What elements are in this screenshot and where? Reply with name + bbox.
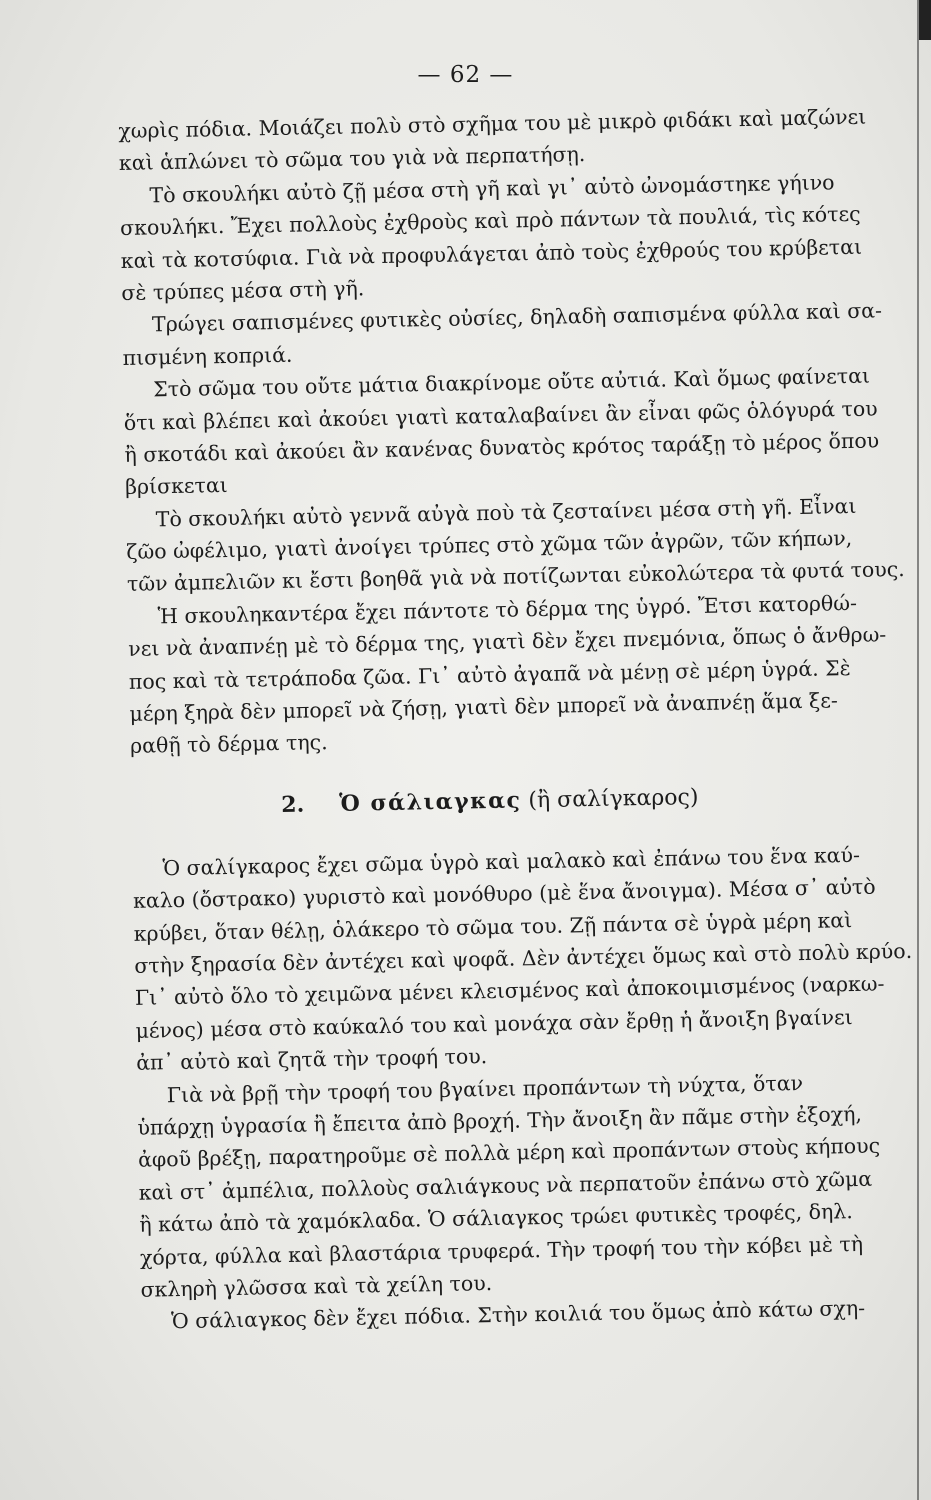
section-heading bbox=[130, 747, 931, 852]
text-line: χόρτα, φύλλα καὶ βλαστάρια τρυφερά. Τὴν τροφή του τὴν κόβει μὲ τὴ bbox=[139, 1231, 864, 1270]
text-line: πος καὶ τὰ τετράποδα ζῶα. Γι᾽ αὐτὸ ἀγαπᾶ νὰ μένῃ σὲ μέρη ὑγρά. Σὲ bbox=[128, 655, 851, 694]
text-line: μένος) μέσα στὸ καύκαλό του καὶ μονάχα σὰν ἔρθῃ ἡ ἄνοιξη βγαίνει bbox=[135, 1004, 853, 1043]
text-line: Γι᾽ αὐτὸ ὅλο τὸ χειμῶνα μένει κλεισμένος καὶ ἀποκοιμισμένος (ναρκω- bbox=[134, 971, 885, 1011]
section-number: 2. bbox=[281, 791, 305, 818]
text-line: ἀπ᾽ αὐτὸ καὶ ζητᾶ τὴν τροφή του. bbox=[135, 1044, 488, 1075]
text-line: κρύβει, ὅταν θέλῃ, ὁλάκερο τὸ σῶμα του. Ζῇ πάντα σὲ ὑγρὰ μέρη καὶ bbox=[133, 907, 853, 946]
text-line: ὑπάρχῃ ὑγρασία ἢ ἔπειτα ἀπὸ βροχή. Τὴν ἄνοιξη ἂν πᾶμε στὴν ἐξοχή, bbox=[137, 1101, 863, 1140]
text-line: στὴν ξηρασία δὲν ἀντέχει καὶ ψοφᾶ. Δὲν ἀντέχει ὅμως καὶ στὸ πολὺ κρύο. bbox=[134, 938, 913, 978]
text-line: καὶ στ᾽ ἀμπέλια, πολλοὺς σαλιάγκους νὰ περπατοῦν ἐπάνω στὸ χῶμα bbox=[138, 1166, 873, 1205]
text-line: μέρη ξηρὰ δὲν μπορεῖ νὰ ζήσῃ, γιατὶ δὲν μπορεῖ νὰ ἀναπνέῃ ἅμα ξε- bbox=[129, 688, 839, 726]
text-line: σὲ τρύπες μέσα στὴ γῆ. bbox=[121, 276, 365, 305]
text-line: Ὁ σαλίγκαρος ἔχει σῶμα ὑγρὸ καὶ μαλακὸ καὶ ἐπάνω του ἕνα καύ- bbox=[162, 842, 861, 881]
text-line: Τὸ σκουλήκι αὐτὸ ζῇ μέσα στὴ γῆ καὶ γι᾽ αὐτὸ ὠνομάστηκε γήινο bbox=[149, 170, 835, 208]
text-line: νει νὰ ἀναπνέῃ μὲ τὸ δέρμα της, γιατὶ δὲν ἔχει πνεμόνια, ὅπως ὁ ἄνθρω- bbox=[128, 622, 887, 662]
text-line: ζῶο ὠφέλιμο, γιατὶ ἀνοίγει τρύπες στὸ χῶμα τῶν ἀγρῶν, τῶν κήπων, bbox=[126, 526, 853, 564]
text-line: ὅτι καὶ βλέπει καὶ ἀκούει γιατὶ καταλαβαίνει ἂν εἶναι φῶς ὁλόγυρά του bbox=[123, 395, 878, 435]
text-line: καλο (ὄστρακο) γυριστὸ καὶ μονόθυρο (μὲ ἕνα ἄνοιγμα). Μέσα σ᾽ αὐτὸ bbox=[132, 874, 876, 914]
body-text bbox=[118, 100, 931, 1339]
page-number: — 62 — bbox=[417, 62, 514, 88]
text-line: καὶ τὰ κοτσύφια. Γιὰ νὰ προφυλάγεται ἀπὸ τοὺς ἐχθρούς του κρύβεται bbox=[120, 234, 863, 273]
text-line: Στὸ σῶμα του οὔτε μάτια διακρίνομε οὔτε αὐτιά. Καὶ ὅμως φαίνεται bbox=[153, 363, 871, 402]
text-line: Τρώγει σαπισμένες φυτικὲς οὐσίες, δηλαδὴ σαπισμένα φύλλα καὶ σα- bbox=[151, 298, 883, 337]
text-line: σκληρὴ γλῶσσα καὶ τὰ χείλη του. bbox=[140, 1270, 493, 1302]
section-title: Ὁ σάλιαγκας bbox=[338, 787, 522, 817]
text-line: ἢ σκοτάδι καὶ ἀκούει ἂν κανένας δυνατὸς κρότος ταράξῃ τὸ μέρος ὅπου bbox=[124, 428, 880, 467]
text-line: ἀφοῦ βρέξῃ, παρατηροῦμε σὲ πολλὰ μέρη καὶ προπάντων στοὺς κήπους bbox=[137, 1133, 881, 1173]
text-line: Τὸ σκουλήκι αὐτὸ γεννᾶ αὐγὰ ποὺ τὰ ζεσταίνει μέσα στὴ γῆ. Εἶναι bbox=[155, 493, 857, 532]
text-line: Ὁ σάλιαγκος δὲν ἔχει πόδια. Στὴν κοιλιά του ὅμως ἀπὸ κάτω σχη- bbox=[170, 1296, 866, 1334]
text-line: χωρὶς πόδια. Μοιάζει πολὺ στὸ σχῆμα του μὲ μικρὸ φιδάκι καὶ μαζώνει bbox=[118, 104, 867, 143]
text-line: τῶν ἀμπελιῶν κι ἔστι βοηθᾶ γιὰ νὰ ποτίζωνται εὐκολώτερα τὰ φυτά τους. bbox=[126, 557, 905, 597]
text-line: πισμένη κοπριά. bbox=[122, 342, 293, 370]
text-line: Ἡ σκουληκαντέρα ἔχει πάντοτε τὸ δέρμα της ὑγρό. Ἔτσι κατορθώ- bbox=[157, 590, 858, 629]
text-line: Γιὰ νὰ βρῇ τὴν τροφή του βγαίνει προπάντων τὴ νύχτα, ὅταν bbox=[166, 1070, 804, 1107]
page-edge-mark bbox=[919, 0, 931, 40]
text-line: ραθῇ τὸ δέρμα της. bbox=[129, 730, 328, 759]
text-line: σκουλήκι. Ἔχει πολλοὺς ἐχθροὺς καὶ πρὸ πάντων τὰ πουλιά, τὶς κότες bbox=[119, 201, 861, 241]
text-line: ἢ κάτω ἀπὸ τὰ χαμόκλαδα. Ὁ σάλιαγκος τρώει φυτικὲς τροφές, δηλ. bbox=[139, 1199, 854, 1237]
text-line: βρίσκεται bbox=[124, 473, 228, 500]
section-subtitle: (ἢ σαλίγκαρος) bbox=[528, 784, 699, 814]
text-line: καὶ ἁπλώνει τὸ σῶμα του γιὰ νὰ περπατήσῃ. bbox=[118, 142, 586, 176]
